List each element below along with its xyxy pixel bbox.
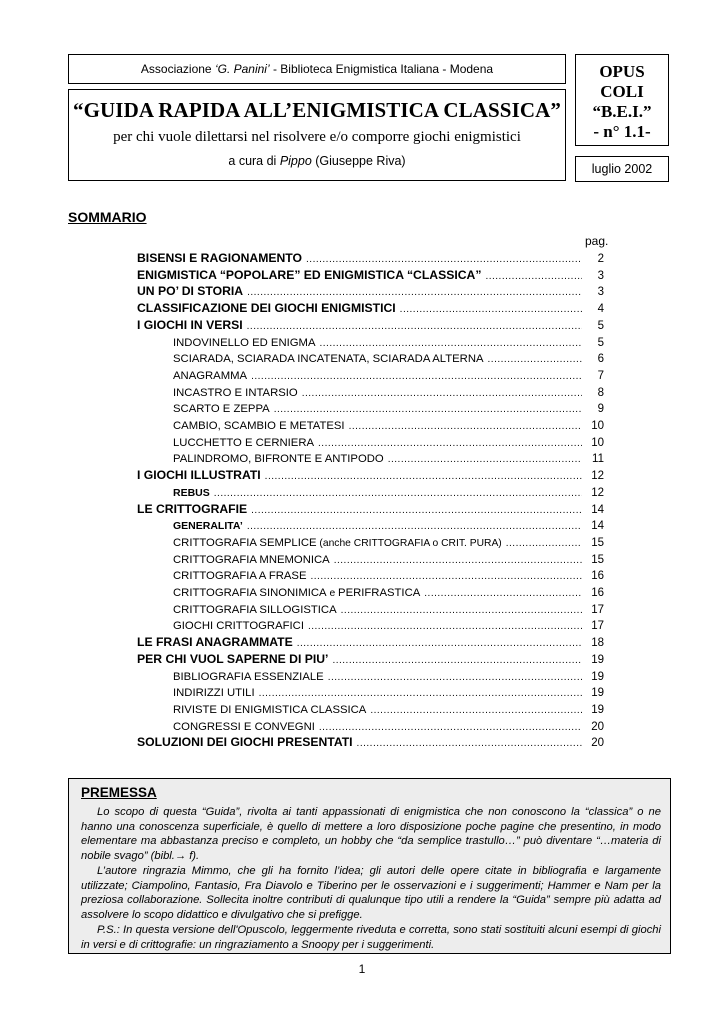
toc-entry xyxy=(137,316,604,332)
toc-entry-label xyxy=(173,487,214,499)
toc-leader-dots xyxy=(332,655,582,666)
toc-entry-title: SCARTO E ZEPPA xyxy=(173,403,270,416)
toc-entry xyxy=(173,399,604,415)
toc-entry xyxy=(137,249,604,265)
toc-entry-page: 10 xyxy=(591,420,604,432)
toc-entry xyxy=(173,333,604,349)
toc-entry-page: 3 xyxy=(597,269,604,282)
author-prefix: a cura di xyxy=(228,154,280,168)
toc-entry-label xyxy=(137,268,485,282)
toc-entry-title: SCIARADA, SCIARADA INCATENATA, SCIARADA ALTERNA xyxy=(173,353,484,366)
toc-entry xyxy=(173,583,604,599)
toc-entry-title: CONGRESSI E CONVEGNI xyxy=(173,720,315,733)
toc-entry-page: 17 xyxy=(591,620,604,633)
premessa-paragraph-2: L’autore ringrazia Mimmo, che gli ha fornito l’idea; gli autori delle opere citate in bibliografia e largamente utilizzate; Ciampolino, Fantasio, Fra Diavolo e Tiberino per le osservazioni e i suggerimenti; Hammer e Nam per la preziosa collaborazione. Sollecita inoltre contributi di qualunque tipo utili a rendere la “Guida” sempre più adatta ad assolvere lo scopo didattico e divulgativo che si prefigge. xyxy=(81,865,661,921)
toc-entry-label xyxy=(137,318,247,332)
toc-leader-dots xyxy=(370,705,582,716)
toc-entry xyxy=(173,416,604,432)
toc-entry-page: 20 xyxy=(591,720,604,733)
toc-entry-title: ENIGMISTICA “POPOLARE” ED ENIGMISTICA “CLASSICA” xyxy=(137,267,482,282)
toc-entry xyxy=(173,533,604,549)
toc-leader-dots xyxy=(302,388,582,399)
toc-entry xyxy=(173,366,604,382)
toc-leader-dots xyxy=(318,438,582,449)
toc-entry-note: e xyxy=(326,588,339,599)
document-title: “GUIDA RAPIDA ALL’ENIGMISTICA CLASSICA” xyxy=(73,98,561,122)
toc-entry-label xyxy=(137,502,251,516)
toc-entry-title: CRITTOGRAFIA SEMPLICE xyxy=(173,536,317,549)
toc-leader-dots xyxy=(251,371,582,382)
toc-entry-title: CRITTOGRAFIA A FRASE xyxy=(173,570,307,583)
toc-entry-page: 19 xyxy=(591,687,604,700)
opus-line-1: OPUS xyxy=(599,62,645,81)
toc-entry-title: I GIOCHI IN VERSI xyxy=(137,317,243,332)
toc-leader-dots xyxy=(506,538,582,549)
association-header xyxy=(68,54,566,84)
toc-leader-dots xyxy=(311,571,583,582)
toc-entry-page: 12 xyxy=(591,486,604,499)
premessa-box xyxy=(68,778,671,954)
toc-leader-dots xyxy=(357,738,582,749)
toc-entry-page: 15 xyxy=(591,553,604,566)
toc-entry-title: LE CRITTOGRAFIE xyxy=(137,501,248,516)
opus-line-3: “B.E.I.” xyxy=(592,102,652,121)
toc-leader-dots xyxy=(334,555,582,566)
toc-entry-title: INCASTRO E INTARSIO xyxy=(173,386,298,399)
toc-entry-page: 3 xyxy=(597,286,604,299)
toc-leader-dots xyxy=(308,621,582,632)
pag-label: pag. xyxy=(585,234,609,248)
toc-leader-dots xyxy=(388,454,582,465)
toc-entry-title: REBUS xyxy=(173,486,210,499)
toc-entry-title: SOLUZIONI DEI GIOCHI PRESENTATI xyxy=(137,735,353,750)
toc-entry xyxy=(137,733,604,749)
date-box: luglio 2002 xyxy=(575,156,669,182)
toc-entry-page: 7 xyxy=(597,369,604,382)
opus-coli-box xyxy=(575,54,669,146)
toc-entry-page: 8 xyxy=(597,386,604,399)
toc-entry xyxy=(137,266,604,282)
association-name: ‘G. Panini’ xyxy=(214,62,270,76)
toc-entry-page: 4 xyxy=(597,303,604,316)
toc-entry-page: 5 xyxy=(597,336,604,349)
toc-entry-page: 9 xyxy=(597,403,604,416)
toc-entry-page: 12 xyxy=(591,470,604,483)
toc-entry xyxy=(173,667,604,683)
toc-entry-label xyxy=(173,671,328,683)
toc-leader-dots xyxy=(297,638,582,649)
association-prefix: Associazione xyxy=(140,62,215,76)
toc-leader-dots xyxy=(400,304,582,315)
premessa-title: PREMESSA xyxy=(81,785,157,800)
toc-entry-label xyxy=(173,687,259,699)
toc-leader-dots xyxy=(424,588,582,599)
toc-entry xyxy=(173,600,604,616)
toc-entry-page: 19 xyxy=(591,653,604,666)
toc-entry xyxy=(173,700,604,716)
toc-entry-label xyxy=(173,604,341,616)
toc-entry-label xyxy=(173,370,251,382)
toc-entry-page: 16 xyxy=(591,570,604,583)
toc-leader-dots xyxy=(265,471,582,482)
toc-entry-page: 2 xyxy=(597,253,604,265)
toc-entry-label xyxy=(137,468,265,482)
toc-leader-dots xyxy=(488,354,582,365)
toc-entry-title: UN PO’ DI STORIA xyxy=(137,284,244,299)
toc-leader-dots xyxy=(251,505,582,516)
toc-entry-page: 17 xyxy=(591,603,604,616)
toc-entry xyxy=(173,550,604,566)
toc-entry-label xyxy=(173,453,388,465)
toc-entry xyxy=(137,299,604,315)
toc-entry-page: 6 xyxy=(597,353,604,366)
premessa-paragraph-3: P.S.: In questa versione dell'Opuscolo, leggermente riveduta e corretta, sono stati sostituiti alcuni esempi di giochi in versi e di crittografie: un ringraziamento a Snoopy per i suggerimenti. xyxy=(81,924,661,951)
toc-entry-title: INDOVINELLO ED ENIGMA xyxy=(173,336,316,349)
toc-entry xyxy=(137,282,604,298)
toc-entry xyxy=(173,433,604,449)
title-box xyxy=(68,89,566,181)
toc-entry-title: GIOCHI CRITTOGRAFICI xyxy=(173,620,304,633)
opus-line-2: COLI xyxy=(600,82,644,101)
toc-entry-page: 11 xyxy=(592,453,604,466)
toc-leader-dots xyxy=(247,287,582,298)
toc-entry-label xyxy=(173,337,320,349)
document-subtitle: per chi vuole dilettarsi nel risolvere e/o comporre giochi enigmistici xyxy=(113,129,521,145)
toc-entry xyxy=(173,483,604,499)
toc-entry xyxy=(137,633,604,649)
toc-entry-label xyxy=(137,735,357,749)
toc-leader-dots xyxy=(320,338,583,349)
toc-entry-label xyxy=(137,652,332,666)
toc-entry-page: 14 xyxy=(591,520,604,533)
toc-entry-title: BISENSI E RAGIONAMENTO xyxy=(137,251,303,265)
toc-entry-label xyxy=(173,620,308,632)
toc-entry-title-tail: PERIFRASTICA xyxy=(338,587,421,599)
toc-entry-page: 16 xyxy=(591,587,604,599)
toc-entry-label xyxy=(173,721,319,733)
toc-entry-label xyxy=(137,284,247,298)
toc-entry-label xyxy=(137,251,306,265)
toc-entry-label xyxy=(137,301,400,315)
toc-leader-dots xyxy=(328,672,582,683)
toc-entry xyxy=(137,466,604,482)
toc-leader-dots xyxy=(341,605,582,616)
toc-entry-title: GENERALITA’ xyxy=(173,520,243,533)
toc-entry-page: 14 xyxy=(591,503,604,516)
author-name: (Giuseppe Riva) xyxy=(311,154,406,168)
opus-line-4: - n° 1.1- xyxy=(593,122,651,141)
toc-entry-title: PALINDROMO, BIFRONTE E ANTIPODO xyxy=(173,453,384,466)
toc-entry-title: CRITTOGRAFIA MNEMONICA xyxy=(173,553,330,566)
toc-entry-label xyxy=(173,420,349,432)
toc-entry-title: INDIRIZZI UTILI xyxy=(173,687,255,700)
toc-entry-title: CRITTOGRAFIA SINONIMICA xyxy=(173,587,327,599)
toc-entry-page: 19 xyxy=(591,703,604,716)
toc-leader-dots xyxy=(306,254,582,265)
toc-leader-dots xyxy=(319,722,582,733)
toc-entry-label xyxy=(173,570,311,582)
toc-leader-dots xyxy=(247,321,582,332)
toc-entry-title: LE FRASI ANAGRAMMATE xyxy=(137,635,293,650)
author-pseudonym: Pippo xyxy=(279,154,312,168)
toc-entry xyxy=(173,616,604,632)
toc-entry-title: PER CHI VUOL SAPERNE DI PIU’ xyxy=(137,651,329,666)
toc-entry xyxy=(173,516,604,532)
toc-leader-dots xyxy=(214,488,582,499)
toc-entry-page: 20 xyxy=(591,737,604,750)
toc-entry-label xyxy=(173,387,302,399)
toc-entry-title: LUCCHETTO E CERNIERA xyxy=(173,436,315,449)
toc-entry-label xyxy=(173,587,424,599)
author-line xyxy=(69,154,565,168)
toc-entry xyxy=(173,383,604,399)
toc-entry-label xyxy=(137,635,297,649)
premessa-paragraph-1: Lo scopo di questa “Guida”, rivolta ai tanti appassionati di enigmistica che non conoscono la “classica” o ne hanno una conoscenza superficiale, è quello di mettere a loro disposizione poche pagine che presentino, in modo elementare ma abbastanza preciso e completo, un hobby che “da semplice trastullo…” può diventare “…materia di nobile svago” (bibl.→ f). xyxy=(81,806,661,862)
toc-entry-page: 10 xyxy=(591,436,604,449)
toc-entry-label xyxy=(173,537,506,549)
toc-entry xyxy=(173,349,604,365)
toc-entry-title: CRITTOGRAFIA SILLOGISTICA xyxy=(173,603,337,616)
toc-entry-label xyxy=(173,704,370,716)
toc-entry-page: 18 xyxy=(591,637,604,650)
toc-entry-page: 5 xyxy=(597,319,604,332)
toc-leader-dots xyxy=(259,688,582,699)
toc-entry-label xyxy=(173,520,247,532)
toc-entry-note: (anche CRITTOGRAFIA o CRIT. PURA) xyxy=(316,537,502,549)
toc-entry-label xyxy=(173,353,488,365)
association-suffix: - Biblioteca Enigmistica Italiana - Modena xyxy=(269,62,494,76)
toc-entry-page: 19 xyxy=(591,670,604,683)
toc-entry xyxy=(137,650,604,666)
toc-entry-label xyxy=(173,437,318,449)
page-number: 1 xyxy=(358,962,366,976)
toc-entry-page: 15 xyxy=(591,536,604,549)
toc-leader-dots xyxy=(247,521,582,532)
toc-entry-title: CLASSIFICAZIONE DEI GIOCHI ENIGMISTICI xyxy=(137,301,396,316)
toc-leader-dots xyxy=(274,404,582,415)
sommario-title: SOMMARIO xyxy=(68,209,147,225)
toc-entry xyxy=(173,683,604,699)
toc-entry-title: ANAGRAMMA xyxy=(173,369,248,382)
toc-leader-dots xyxy=(349,421,582,432)
toc-leader-dots xyxy=(485,271,582,282)
toc-entry-title: BIBLIOGRAFIA ESSENZIALE xyxy=(173,670,324,683)
toc-entry xyxy=(173,449,604,465)
toc-entry-title: CAMBIO, SCAMBIO E METATESI xyxy=(173,420,345,432)
toc-entry xyxy=(173,717,604,733)
toc-entry-label xyxy=(173,554,334,566)
toc-entry-title: I GIOCHI ILLUSTRATI xyxy=(137,468,261,483)
toc-entry xyxy=(173,566,604,582)
toc-entry xyxy=(137,500,604,516)
toc-entry-label xyxy=(173,403,274,415)
toc-entry-title: RIVISTE DI ENIGMISTICA CLASSICA xyxy=(173,703,367,716)
